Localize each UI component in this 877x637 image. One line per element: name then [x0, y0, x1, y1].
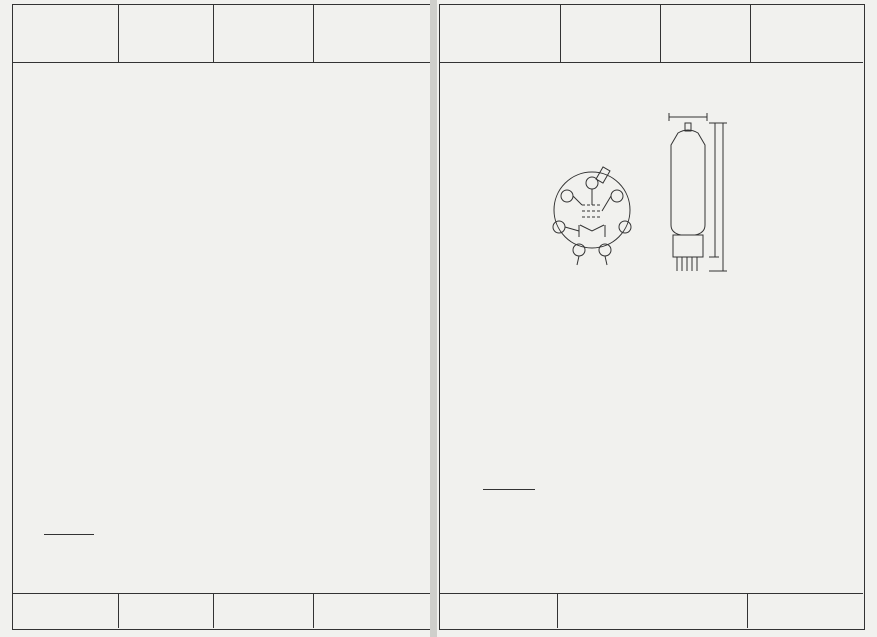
- base-pin-diagram: [553, 167, 631, 265]
- left-page-frame: [12, 4, 432, 630]
- binding-gutter: [430, 0, 437, 637]
- tube-outline: [669, 113, 727, 271]
- base-outline: [554, 172, 630, 248]
- pin-2: [553, 221, 565, 233]
- anode-cap: [596, 167, 610, 183]
- pin-5: [611, 190, 623, 202]
- limiting-values-heading: [44, 96, 53, 106]
- pin-6: [619, 221, 631, 233]
- tube-drawing: [537, 105, 807, 290]
- pin-3: [561, 190, 573, 202]
- right-page: [437, 0, 877, 637]
- operating-conditions-heading: [44, 236, 53, 246]
- right-page-frame: [439, 4, 865, 630]
- left-page: [0, 0, 430, 637]
